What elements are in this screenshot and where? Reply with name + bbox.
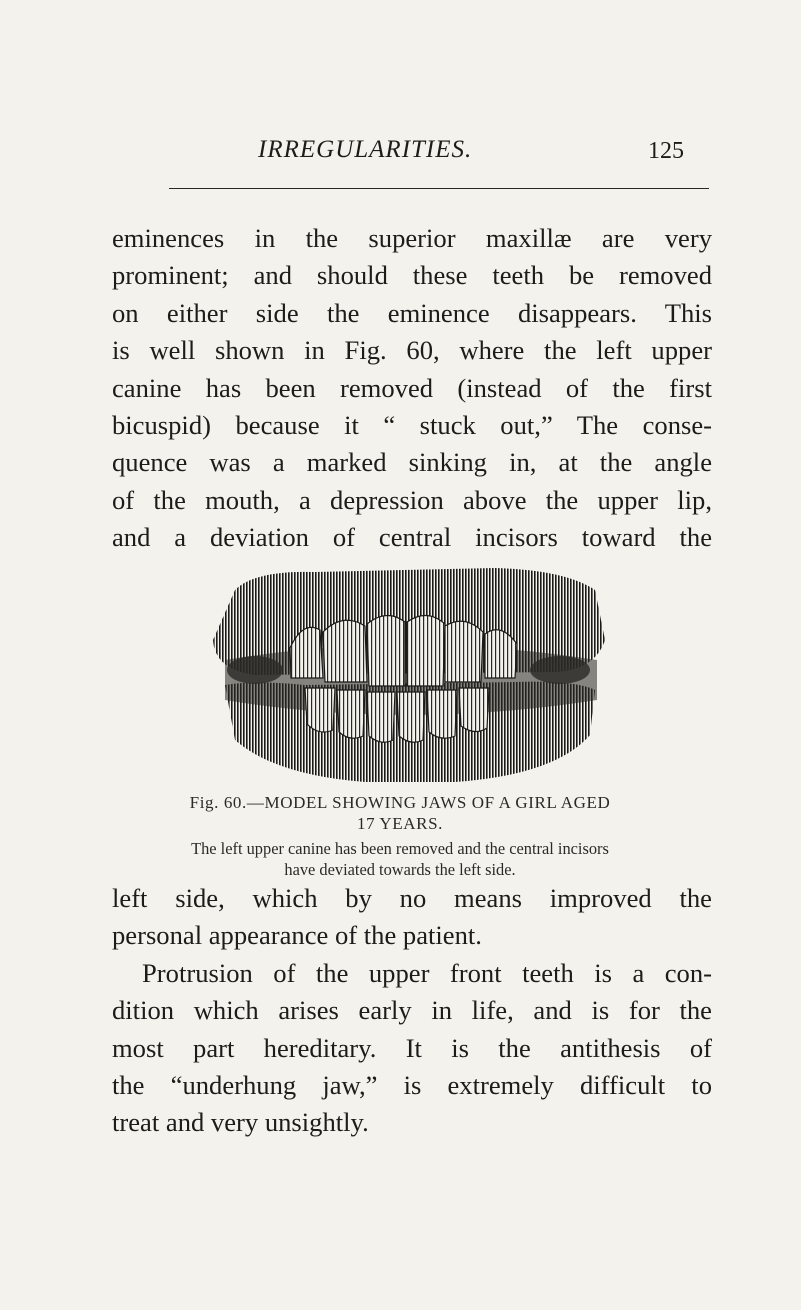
text-line: treat and very unsightly.: [112, 1107, 369, 1138]
text-line: personal appearance of the patient.: [112, 920, 482, 951]
dental-model-figure: [195, 560, 615, 785]
paragraph-2-3: [112, 880, 712, 1142]
text-line: of the mouth, a depression above the upper lip,: [112, 484, 712, 515]
caption-title-line: Fig. 60.—MODEL SHOWING JAWS OF A GIRL AGED: [189, 793, 611, 812]
figure-caption-description: [100, 838, 700, 880]
caption-title-line: 17 YEARS.: [356, 814, 443, 833]
text-line: prominent; and should these teeth be removed: [112, 260, 712, 291]
text-line: and a deviation of central incisors toward the: [112, 522, 712, 553]
running-title: IRREGULARITIES.: [258, 136, 473, 163]
text-line: most part hereditary. It is the antithesis of: [112, 1032, 712, 1063]
paragraph-1: [112, 220, 712, 557]
text-line: left side, which by no means improved the: [112, 883, 712, 913]
text-line: is well shown in Fig. 60, where the left upper: [112, 335, 712, 366]
caption-desc-line: The left upper canine has been removed and the central incisors: [191, 839, 609, 858]
text-line: canine has been removed (instead of the first: [112, 372, 712, 403]
text-line: Protrusion of the upper front teeth is a con-: [142, 957, 712, 988]
page-number: 125: [648, 138, 684, 164]
header-rule: [169, 188, 709, 189]
running-head: [112, 136, 712, 176]
text-line: on either side the eminence disappears. This: [112, 297, 712, 328]
text-line: the “underhung jaw,” is extremely difficult to: [112, 1070, 712, 1101]
figure-caption-title: [100, 792, 700, 834]
text-line: dition which arises early in life, and is for the: [112, 995, 712, 1026]
caption-desc-line: have deviated towards the left side.: [284, 860, 516, 879]
text-line: eminences in the superior maxillæ are very: [112, 223, 712, 253]
text-line: bicuspid) because it “ stuck out,” The conse-: [112, 410, 712, 441]
text-line: quence was a marked sinking in, at the angle: [112, 447, 712, 478]
